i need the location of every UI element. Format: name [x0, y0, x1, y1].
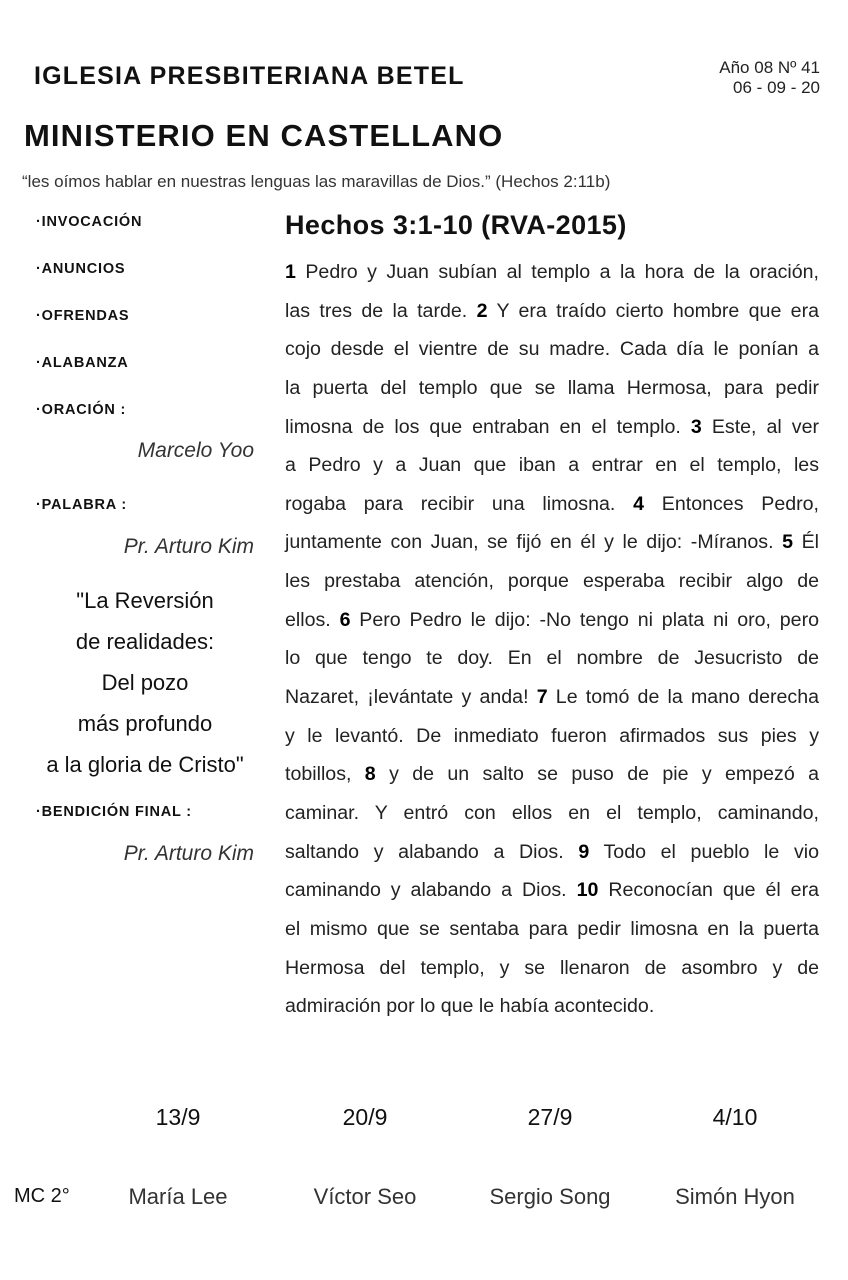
passage-line — [285, 755, 819, 794]
schedule-date: 4/10 — [712, 1104, 758, 1130]
verse-text: Reconocían que él era — [598, 879, 820, 902]
palabra-person: Pr. Arturo Kim — [123, 535, 254, 558]
schedule-label: MC 2° — [14, 1185, 70, 1207]
verse-text: la puerta del templo que se llama Hermosa, para pedir — [285, 376, 819, 399]
order-ofrendas: ·OFRENDAS — [36, 308, 130, 324]
motto-verse: “les oímos hablar en nuestras lenguas las maravillas de Dios.” (Hechos 2:11b) — [22, 172, 611, 191]
sermon-title-line: Del pozo — [101, 670, 189, 695]
schedule-date: 27/9 — [527, 1104, 573, 1130]
verse-text: Hermosa del templo, y se llenaron de asombro y de — [285, 956, 819, 979]
verse-text: a Pedro y a Juan que iban a entrar en el templo, les — [285, 454, 819, 477]
schedule-leader: Sergio Song — [489, 1184, 611, 1209]
verse-text: Pedro y Juan subían al templo a la hora de la oración, — [295, 261, 819, 283]
verse-number: 8 — [364, 763, 376, 786]
verse-text: Y era traído cierto hombre que era — [487, 299, 819, 322]
verse-text: las tres de la tarde. — [285, 299, 477, 322]
order-anuncios: ·ANUNCIOS — [36, 261, 126, 277]
verse-text: juntamente con Juan, se fijó en él y le dijo: -Míranos. — [285, 531, 783, 554]
verse-text: Él — [793, 531, 819, 554]
order-palabra: ·PALABRA : — [36, 497, 127, 513]
verse-text: y de un salto se puso de pie y empezó a — [375, 763, 819, 786]
verse-text: Todo el pueblo le vio — [589, 840, 819, 863]
schedule-date: 20/9 — [342, 1104, 388, 1130]
verse-text: tobillos, — [285, 763, 365, 786]
verse-number: 2 — [476, 299, 488, 322]
passage-line — [285, 601, 819, 640]
issue-number: Año 08 Nº 41 — [719, 58, 820, 77]
verse-number: 7 — [536, 686, 548, 709]
order-alabanza: ·ALABANZA — [36, 355, 129, 371]
passage-line — [285, 717, 819, 756]
issue-info — [719, 58, 820, 98]
verse-text: el mismo que se sentaba para pedir limosna en la puerta — [285, 917, 819, 940]
passage-line — [285, 833, 819, 872]
passage-line — [285, 871, 819, 910]
verse-number: 3 — [690, 415, 702, 438]
passage-reference: Hechos 3:1-10 (RVA-2015) — [285, 210, 627, 240]
passage-line — [285, 794, 819, 833]
verse-number: 9 — [578, 840, 590, 863]
passage-line — [285, 949, 819, 988]
verse-text: Entonces Pedro, — [644, 492, 819, 515]
passage-line — [285, 639, 819, 678]
order-bendicion: ·BENDICIÓN FINAL : — [36, 804, 192, 820]
verse-text: caminando y alabando a Dios. — [285, 879, 577, 902]
verse-text: Nazaret, ¡levántate y anda! — [285, 686, 537, 709]
verse-text: caminar. Y entró con ellos en el templo, caminando, — [285, 801, 819, 824]
passage-line — [285, 253, 819, 292]
verse-text: Le tomó de la mano derecha — [547, 686, 819, 709]
oracion-person: Marcelo Yoo — [137, 439, 254, 462]
verse-text: admiración por lo que le había acontecido. — [285, 995, 655, 1018]
schedule-leader: María Lee — [128, 1184, 228, 1209]
verse-number: 5 — [782, 531, 794, 554]
verse-number: 10 — [576, 879, 599, 902]
passage-line — [285, 330, 819, 369]
church-name: IGLESIA PRESBITERIANA BETEL — [34, 62, 465, 90]
order-invocacion: ·INVOCACIÓN — [36, 214, 143, 230]
passage-line — [285, 562, 819, 601]
passage-line — [285, 678, 819, 717]
verse-text: y le levantó. De inmediato fueron afirmados sus pies y — [285, 724, 819, 747]
sermon-title-line: de realidades: — [75, 629, 215, 654]
sermon-title-line: a la gloria de Cristo" — [46, 752, 244, 777]
verse-number: 4 — [633, 492, 645, 515]
sermon-title-line: "La Reversión — [76, 588, 214, 613]
passage-line — [285, 292, 819, 331]
passage-line — [285, 523, 819, 562]
passage-line — [285, 485, 819, 524]
verse-text: Este, al ver — [701, 415, 820, 438]
verse-text: saltando y alabando a Dios. — [285, 840, 579, 863]
order-oracion: ·ORACIÓN : — [36, 402, 127, 418]
passage-line — [285, 910, 819, 949]
verse-text: limosna de los que entraban en el templo. — [285, 415, 691, 438]
issue-date: 06 - 09 - 20 — [733, 78, 820, 97]
verse-number: 6 — [339, 608, 351, 631]
passage-line — [285, 408, 819, 447]
passage-line — [285, 369, 819, 408]
verse-text: cojo desde el vientre de su madre. Cada día le ponían a — [285, 338, 819, 361]
verse-text: ellos. — [285, 608, 340, 631]
passage-line — [285, 446, 819, 485]
verse-text: les prestaba atención, porque esperaba recibir algo de — [285, 570, 819, 593]
schedule-leader: Simón Hyon — [675, 1184, 795, 1209]
ministry-title: MINISTERIO EN CASTELLANO — [24, 118, 504, 153]
bendicion-person: Pr. Arturo Kim — [123, 842, 254, 865]
scripture-passage — [285, 253, 819, 1026]
verse-text: Pero Pedro le dijo: -No tengo ni plata ni oro, pero — [350, 608, 820, 631]
verse-text: lo que tengo te doy. En el nombre de Jesucristo de — [285, 647, 819, 670]
sermon-title — [20, 580, 270, 785]
verse-text: rogaba para recibir una limosna. — [285, 492, 634, 515]
verse-number: 1 — [285, 261, 296, 283]
schedule-leader: Víctor Seo — [313, 1184, 417, 1209]
sermon-title-line: más profundo — [77, 711, 213, 736]
passage-line — [285, 987, 819, 1026]
schedule-date: 13/9 — [155, 1104, 201, 1130]
